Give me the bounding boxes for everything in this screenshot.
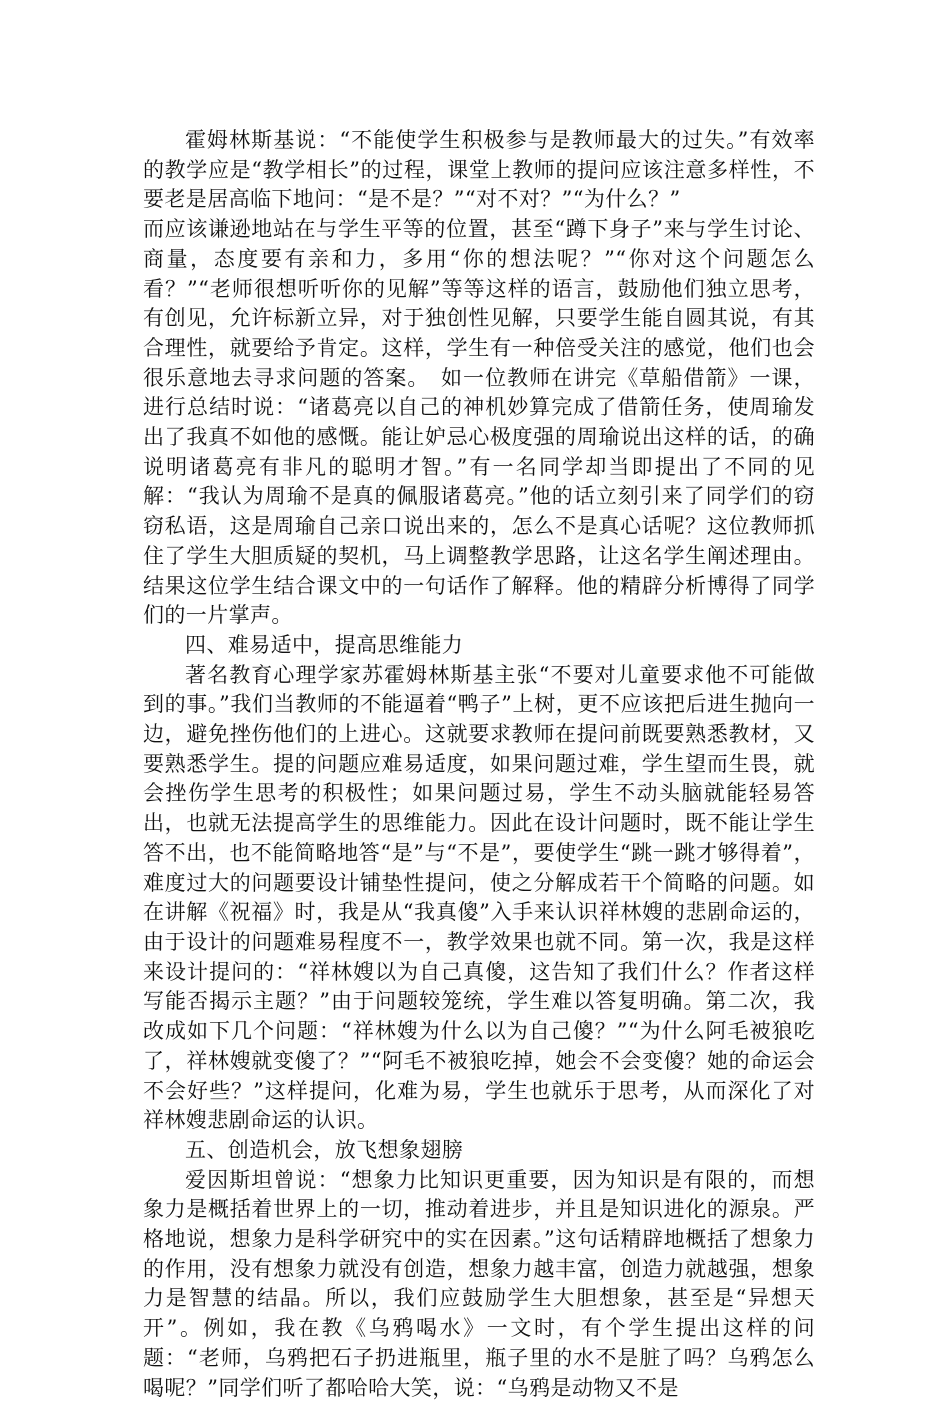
- document-body: [143, 126, 815, 1403]
- paragraph-1: 霍姆林斯基说：“不能使学生积极参与是教师最大的过失。”有效率的教学应是“教学相长”的过程，课堂上教师的提问应该注意多样性，不要老是居高临下地问：“是不是？”“对不对？”“为什么？”: [143, 128, 815, 212]
- paragraph-2: 而应该谦逊地站在与学生平等的位置，甚至“蹲下身子”来与学生讨论、商量，态度要有亲和力，多用“你的想法呢？”“你对这个问题怎么看？”“老师很想听听你的见解”等等这样的语言，鼓励他们独立思考，有创见，允许标新立异，对于独创性见解，只要学生能自圆其说，有其合理性，就要给予肯定。这样，学生有一种倍受关注的感觉，他们也会很乐意地去寻求问题的答案。 如一位教师在讲完《草船借箭》一课，进行总结时说：“诸葛亮以自己的神机妙算完成了借箭任务，使周瑜发出了我真不如他的感慨。能让妒忌心极度强的周瑜说出这样的话，的确说明诸葛亮有非凡的聪明才智。”有一名同学却当即提出了不同的见解：“我认为周瑜不是真的佩服诸葛亮。”他的话立刻引来了同学们的窃窃私语，这是周瑜自己亲口说出来的，怎么不是真心话呢？这位教师抓住了学生大胆质疑的契机，马上调整教学思路，让这名学生阐述理由。结果这位学生结合课文中的一句话作了解释。他的精辟分析博得了同学们的一片掌声。: [143, 217, 815, 628]
- paragraph-4: 爱因斯坦曾说：“想象力比知识更重要，因为知识是有限的，而想象力是概括着世界上的一切，推动着进步，并且是知识进化的源泉。严格地说，想象力是科学研究中的实在因素。”这句话精辟地概括了想象力的作用，没有想象力就没有创造，想象力越丰富，创造力就越强，想象力是智慧的结晶。所以，我们应鼓励学生大胆想象，甚至是“异想天开”。例如，我在教《乌鸦喝水》一文时，有个学生提出这样的问题：“老师，乌鸦把石子扔进瓶里，瓶子里的水不是脏了吗？乌鸦怎么喝呢？”同学们听了都哈哈大笑，说：“乌鸦是动物又不是: [143, 1167, 815, 1400]
- paragraph-3: 著名教育心理学家苏霍姆林斯基主张“不要对儿童要求他不可能做到的事。”我们当教师的不能逼着“鸭子”上树，更不应该把后进生抛向一边，避免挫伤他们的上进心。这就要求教师在提问前既要熟悉教材，又要熟悉学生。提的问题应难易适度，如果问题过难，学生望而生畏，就会挫伤学生思考的积极性；如果问题过易，学生不动头脑就能轻易答出，也就无法提高学生的思维能力。因此在设计问题时，既不能让学生答不出，也不能简略地答“是”与“不是”，要使学生“跳一跳才够得着”，难度过大的问题要设计铺垫性提问，使之分解成若干个简略的问题。如在讲解《祝福》时，我是从“我真傻”入手来认识祥林嫂的悲剧命运的，由于设计的问题难易程度不一，教学效果也就不同。第一次，我是这样来设计提问的：“祥林嫂以为自己真傻，这告知了我们什么？作者这样写能否揭示主题？”由于问题较笼统，学生难以答复明确。第二次，我改成如下几个问题：“祥林嫂为什么以为自己傻？”“为什么阿毛被狼吃了，祥林嫂就变傻了？”“阿毛不被狼吃掉，她会不会变傻？她的命运会不会好些？”这样提问，化难为易，学生也就乐于思考，从而深化了对祥林嫂悲剧命运的认识。: [143, 662, 815, 1133]
- section-heading-5: 五、创造机会，放飞想象翅膀: [185, 1137, 464, 1162]
- section-heading-4: 四、难易适中，提高思维能力: [185, 632, 464, 657]
